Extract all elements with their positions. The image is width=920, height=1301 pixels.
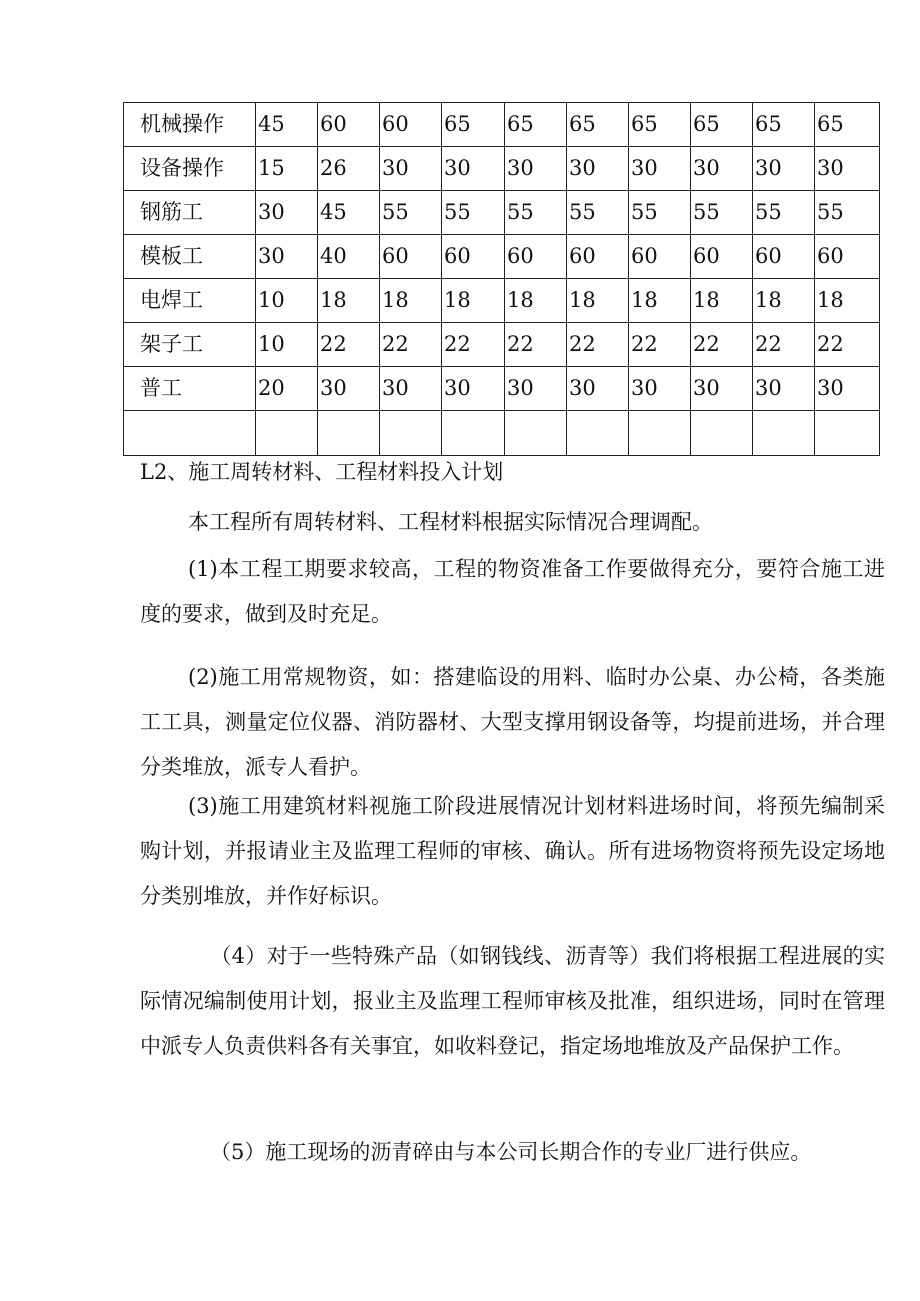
paragraph-item-5 [140,1130,885,1175]
table-cell: 30 [629,367,691,411]
table-cell: 55 [442,191,505,235]
table-cell: 18 [629,279,691,323]
paragraph-item-5-text: （5）施工现场的沥青碎由与本公司长期合作的专业厂进行供应。 [210,1140,812,1164]
table-cell: 30 [256,191,318,235]
table-body [124,103,880,456]
table-cell: 60 [505,235,567,279]
table-cell: 22 [629,323,691,367]
labor-table [123,102,880,456]
empty-cell [124,411,256,456]
table-cell: 60 [380,103,442,147]
table-cell: 65 [815,103,880,147]
table-cell: 10 [256,323,318,367]
paragraph-intro [140,500,885,545]
empty-cell [815,411,880,456]
empty-row [124,411,880,456]
empty-cell [318,411,380,456]
table-cell: 18 [691,279,753,323]
empty-cell [380,411,442,456]
paragraph-intro-text: 本工程所有周转材料、工程材料根据实际情况合理调配。 [188,510,713,534]
empty-cell [442,411,505,456]
empty-cell [505,411,567,456]
table-cell: 30 [442,367,505,411]
table-cell: 55 [815,191,880,235]
table-cell: 60 [318,103,380,147]
table-cell: 45 [318,191,380,235]
table-cell: 22 [753,323,815,367]
table-cell: 55 [753,191,815,235]
table-cell: 55 [691,191,753,235]
table-cell: 30 [505,147,567,191]
table-cell: 18 [380,279,442,323]
table-cell: 22 [815,323,880,367]
table-cell: 60 [691,235,753,279]
empty-cell [629,411,691,456]
table-cell: 60 [442,235,505,279]
table-cell: 30 [380,367,442,411]
table-cell: 22 [567,323,629,367]
table-cell: 18 [505,279,567,323]
table-cell: 65 [442,103,505,147]
table-cell: 26 [318,147,380,191]
table-cell: 55 [380,191,442,235]
paragraph-item-3-text: (3)施工用建筑材料视施工阶段进展情况计划材料进场时间，将预先编制采购计划，并报请业主及监理工程师的审核、确认。所有进场物资将预先设定场地分类别堆放，并作好标识。 [140,794,885,908]
table-cell: 18 [318,279,380,323]
table-cell: 60 [380,235,442,279]
table-cell: 18 [815,279,880,323]
table-cell: 18 [753,279,815,323]
table-cell: 22 [505,323,567,367]
section-heading: L2、施工周转材料、工程材料投入计划 [140,460,504,484]
table-cell: 30 [567,367,629,411]
table-cell: 45 [256,103,318,147]
empty-cell [256,411,318,456]
table-cell: 22 [318,323,380,367]
table-cell: 60 [629,235,691,279]
table-cell: 65 [505,103,567,147]
table-cell: 65 [629,103,691,147]
row-label: 钢筋工 [124,191,256,235]
table-row [124,279,880,323]
table-cell: 30 [629,147,691,191]
empty-cell [567,411,629,456]
table-row [124,103,880,147]
table-cell: 65 [691,103,753,147]
empty-cell [691,411,753,456]
table-cell: 30 [815,147,880,191]
table-row [124,191,880,235]
table-cell: 22 [442,323,505,367]
table-cell: 55 [505,191,567,235]
table-cell: 15 [256,147,318,191]
paragraph-item-4-text: （4）对于一些特殊产品（如钢钱线、沥青等）我们将根据工程进展的实际情况编制使用计划，报业主及监理工程师审核及批准，组织进场，同时在管理中派专人负责供料各有关事宜，如收料登记，指定场地堆放及产品保护工作。 [140,944,885,1058]
table-cell: 60 [753,235,815,279]
table-cell: 30 [691,367,753,411]
table-row [124,235,880,279]
table-cell: 18 [442,279,505,323]
paragraph-item-1 [140,547,885,637]
table-cell: 30 [815,367,880,411]
table-cell: 10 [256,279,318,323]
table-cell: 60 [815,235,880,279]
table-cell: 55 [567,191,629,235]
table-cell: 40 [318,235,380,279]
paragraph-item-4 [140,934,885,1069]
table-row [124,367,880,411]
table-cell: 30 [256,235,318,279]
table-cell: 22 [691,323,753,367]
paragraph-item-3 [140,784,885,919]
table-cell: 20 [256,367,318,411]
table-cell: 55 [629,191,691,235]
table-cell: 65 [567,103,629,147]
table-cell: 30 [380,147,442,191]
table-cell: 65 [753,103,815,147]
table-row [124,147,880,191]
table-cell: 30 [753,147,815,191]
paragraph-item-2 [140,655,885,790]
row-label: 普工 [124,367,256,411]
table-cell: 30 [442,147,505,191]
row-label: 架子工 [124,323,256,367]
paragraph-item-2-text: (2)施工用常规物资，如：搭建临设的用料、临时办公桌、办公椅，各类施工工具，测量定位仪器、消防器材、大型支撑用钢设备等，均提前进场，并合理分类堆放，派专人看护。 [140,665,885,779]
table-cell: 30 [505,367,567,411]
table-cell: 30 [567,147,629,191]
table-cell: 30 [753,367,815,411]
table-cell: 22 [380,323,442,367]
table-cell: 18 [567,279,629,323]
table-cell: 30 [691,147,753,191]
row-label: 电焊工 [124,279,256,323]
row-label: 模板工 [124,235,256,279]
table-row [124,323,880,367]
paragraph-item-1-text: (1)本工程工期要求较高，工程的物资准备工作要做得充分，要符合施工进度的要求，做到及时充足。 [140,557,885,626]
row-label: 机械操作 [124,103,256,147]
empty-cell [753,411,815,456]
table-cell: 30 [318,367,380,411]
table-cell: 60 [567,235,629,279]
row-label: 设备操作 [124,147,256,191]
